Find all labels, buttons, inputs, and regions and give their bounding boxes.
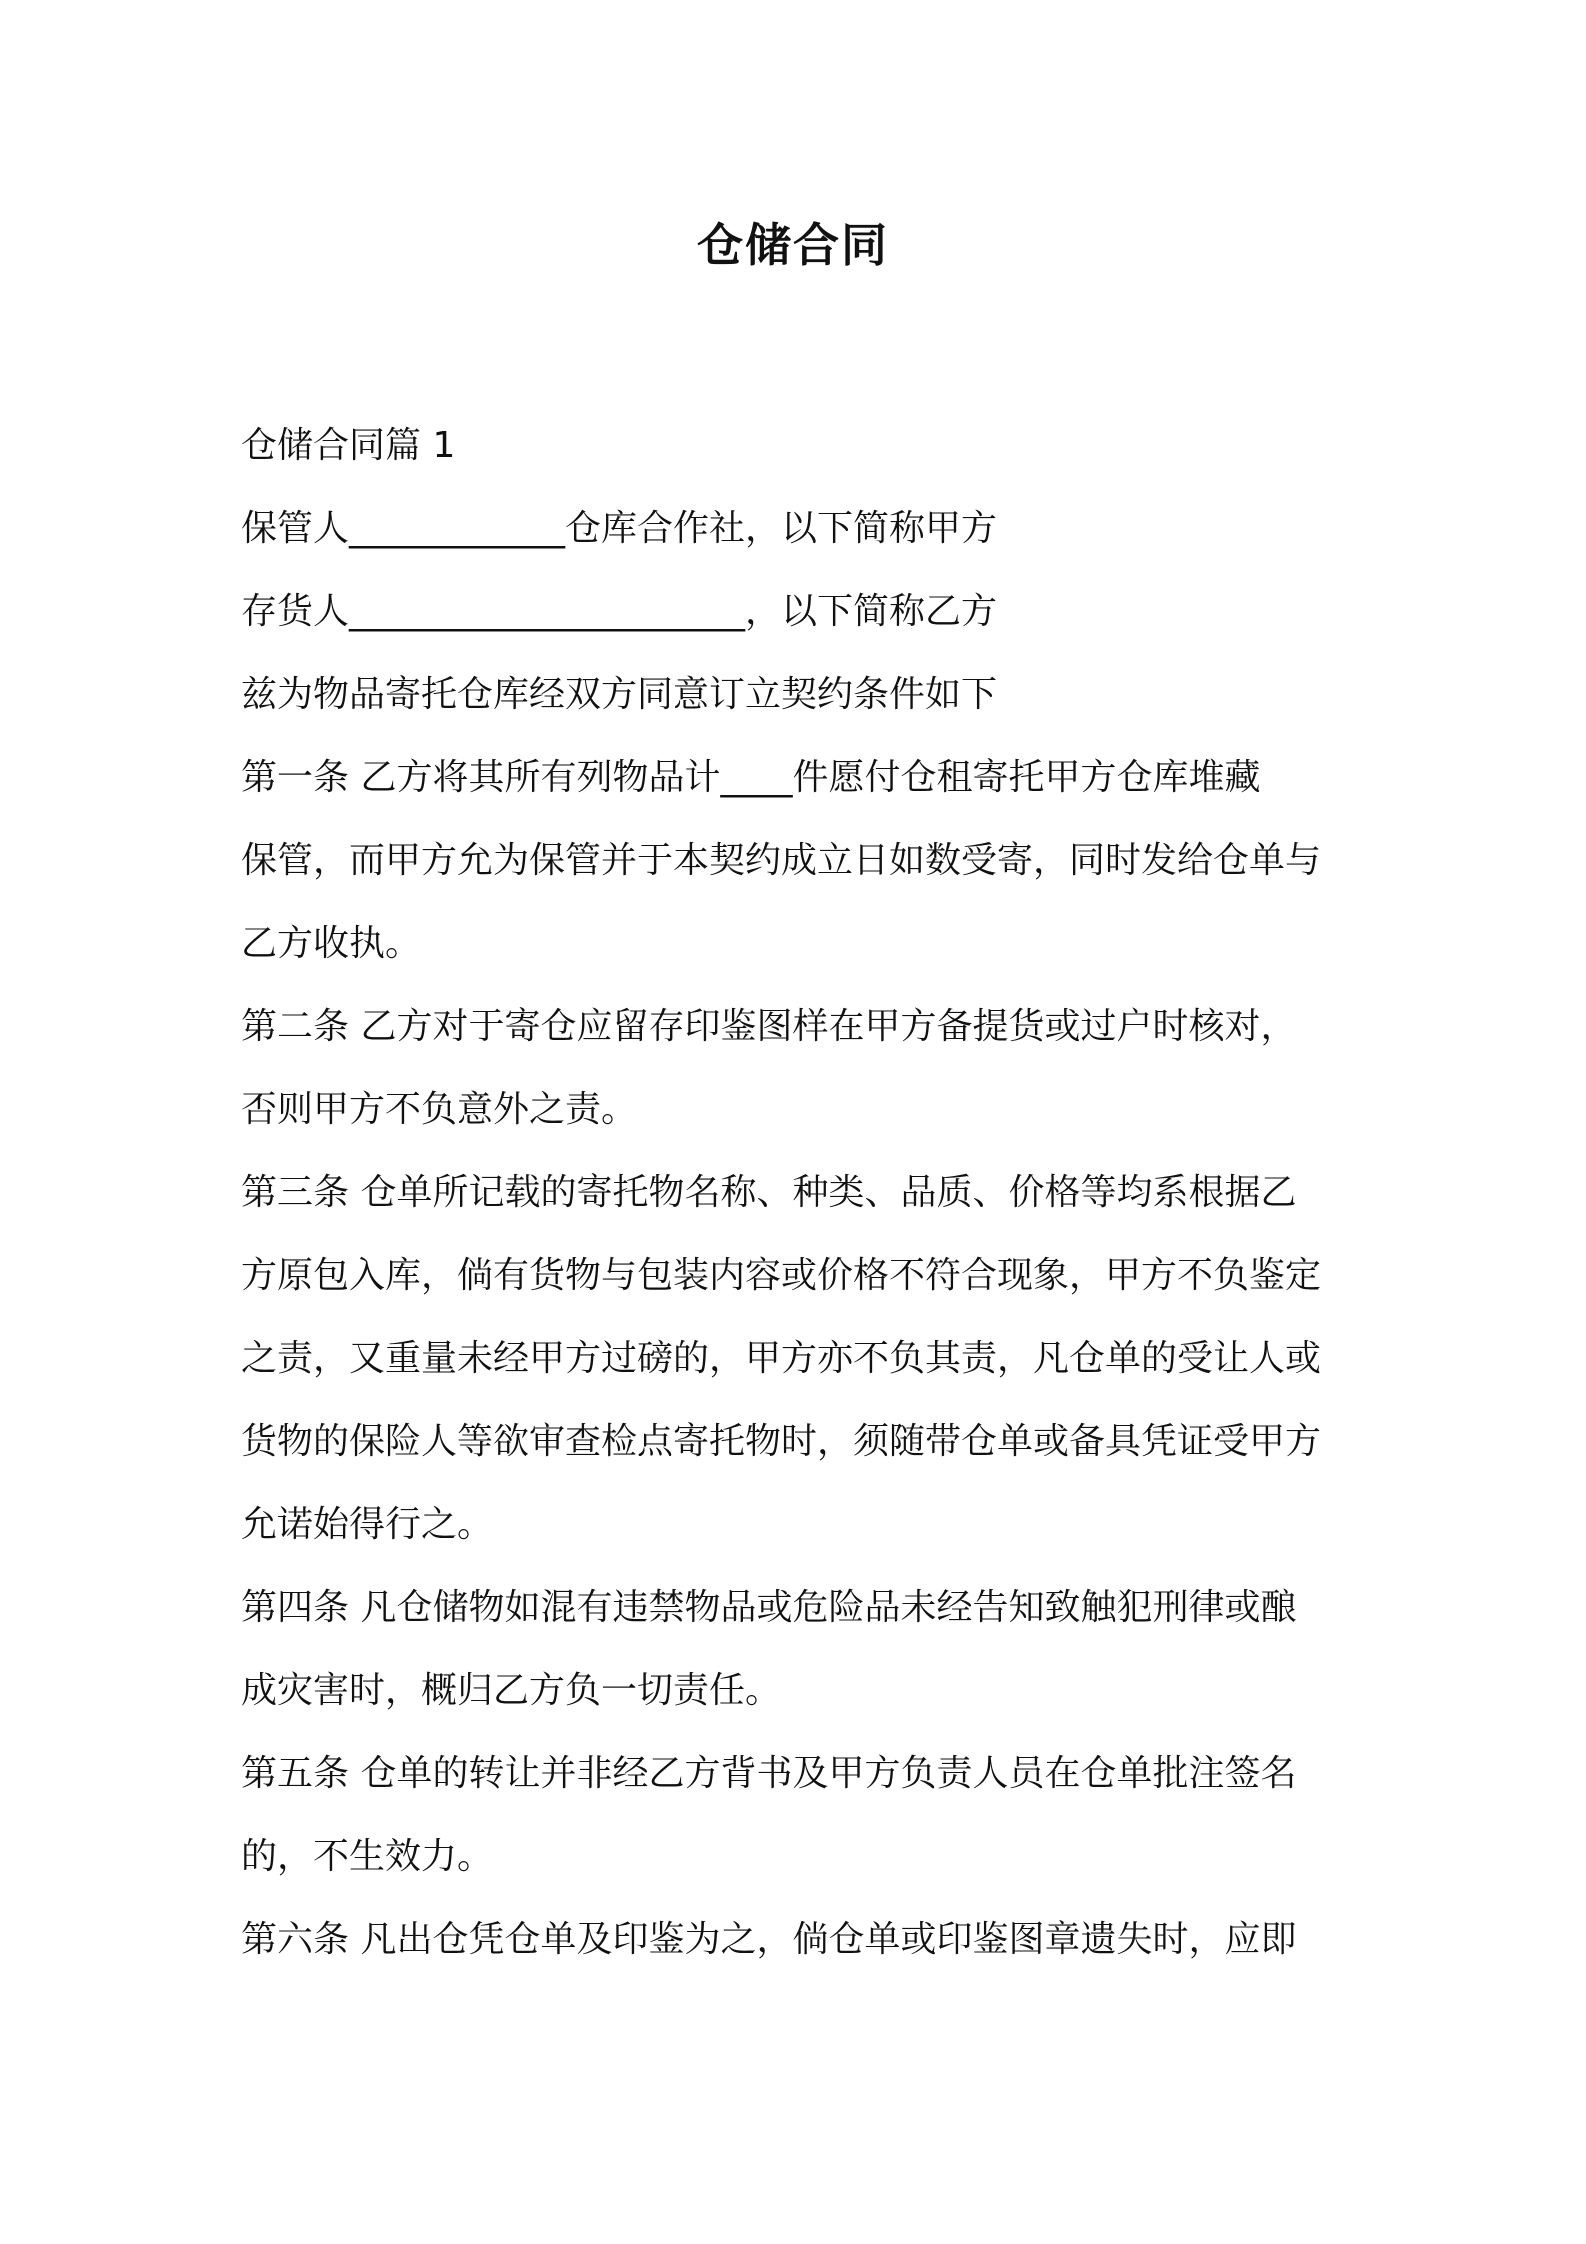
text-line: 方原包入库，倘有货物与包装内容或价格不符合现象，甲方不负鉴定 (241, 1255, 1322, 1296)
text-line: 保管，而甲方允为保管并于本契约成立日如数受寄，同时发给仓单与 (241, 840, 1322, 881)
text-line: 第二条 乙方对于寄仓应留存印鉴图样在甲方备提货或过户时核对， (241, 1006, 1297, 1047)
text-line: 第一条 乙方将其所有列物品计____件愿付仓租寄托甲方仓库堆藏 (241, 757, 1261, 798)
text-line: 第四条 凡仓储物如混有违禁物品或危险品未经告知致触犯刑律或酿 (241, 1587, 1297, 1628)
text-line: 允诺始得行之。 (241, 1504, 494, 1545)
text-line: 乙方收执。 (241, 923, 422, 964)
document-body (241, 404, 1361, 1981)
text-line: 货物的保险人等欲审查检点寄托物时，须随带仓单或备具凭证受甲方 (241, 1421, 1322, 1462)
text-line: 兹为物品寄托仓库经双方同意订立契约条件如下 (241, 674, 998, 715)
document-title: 仓储合同 (697, 218, 889, 272)
text-line: 成灾害时，概归乙方负一切责任。 (241, 1670, 782, 1711)
text-line: 否则甲方不负意外之责。 (241, 1089, 638, 1130)
text-line: 第三条 仓单所记载的寄托物名称、种类、品质、价格等均系根据乙 (241, 1172, 1297, 1213)
text-line: 之责，又重量未经甲方过磅的，甲方亦不负其责，凡仓单的受让人或 (241, 1338, 1322, 1379)
text-line: 第五条 仓单的转让并非经乙方背书及甲方负责人员在仓单批注签名 (241, 1753, 1297, 1794)
text-line: 仓储合同篇 1 (241, 425, 456, 466)
text-line: 存货人______________________，以下简称乙方 (241, 591, 998, 632)
text-line: 的，不生效力。 (241, 1836, 494, 1877)
text-line: 第六条 凡出仓凭仓单及印鉴为之，倘仓单或印鉴图章遗失时，应即 (241, 1919, 1297, 1960)
text-line: 保管人____________仓库合作社，以下简称甲方 (241, 508, 998, 549)
